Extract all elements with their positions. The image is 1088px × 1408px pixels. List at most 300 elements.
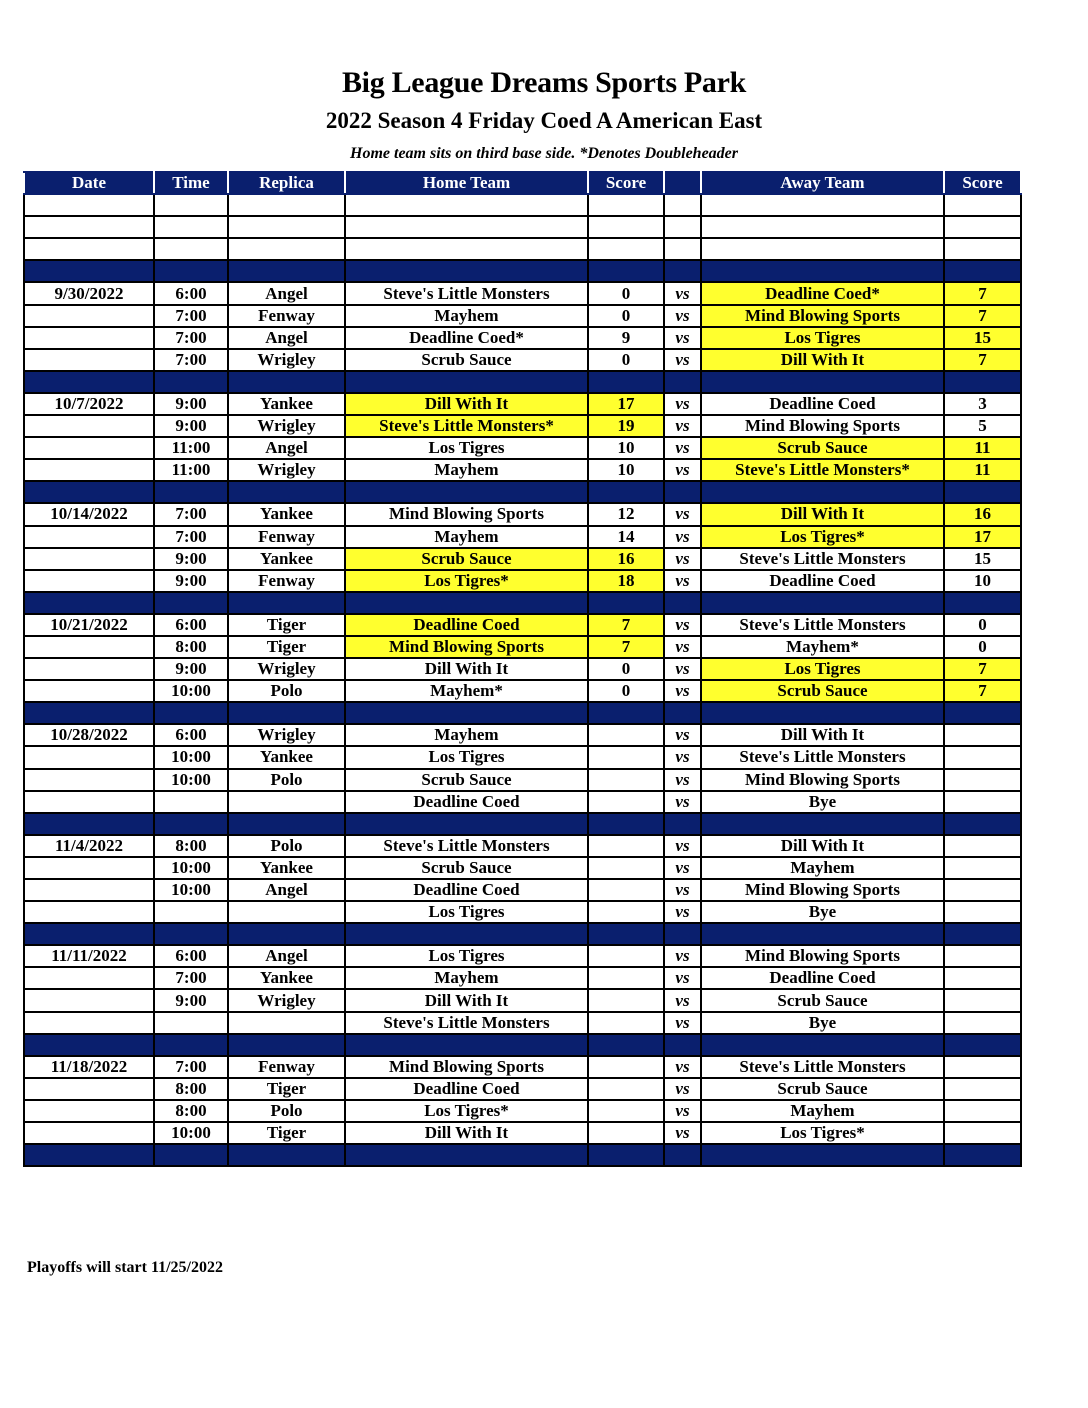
away-score (944, 238, 1021, 260)
away-score: 15 (944, 327, 1021, 349)
vs-label: vs (664, 282, 701, 304)
separator-cell (154, 260, 228, 282)
home-score (588, 1122, 664, 1144)
separator-cell (588, 1144, 664, 1166)
game-time: 7:00 (154, 305, 228, 327)
game-field: Wrigley (228, 415, 345, 437)
home-score: 7 (588, 636, 664, 658)
home-score: 0 (588, 282, 664, 304)
game-time: 8:00 (154, 835, 228, 857)
vs-label: vs (664, 459, 701, 481)
col-away-score-header: Score (944, 172, 1021, 194)
away-team: Deadline Coed (701, 967, 944, 989)
game-time: 11:00 (154, 437, 228, 459)
away-team: Deadline Coed* (701, 282, 944, 304)
vs-label: vs (664, 658, 701, 680)
separator-cell (664, 592, 701, 614)
game-row (24, 570, 1021, 592)
game-date (24, 194, 154, 216)
separator-cell (664, 481, 701, 503)
separator-cell (944, 1034, 1021, 1056)
schedule-table (23, 171, 1022, 1167)
home-team: Mayhem (345, 459, 588, 481)
home-team: Dill With It (345, 989, 588, 1011)
separator-cell (345, 260, 588, 282)
home-team: Dill With It (345, 658, 588, 680)
home-team: Deadline Coed (345, 614, 588, 636)
game-row (24, 791, 1021, 813)
separator-cell (345, 1144, 588, 1166)
home-score (588, 769, 664, 791)
game-row (24, 1056, 1021, 1078)
separator-cell (24, 481, 154, 503)
game-time: 7:00 (154, 1056, 228, 1078)
game-field: Fenway (228, 1056, 345, 1078)
home-team: Dill With It (345, 1122, 588, 1144)
away-team: Los Tigres* (701, 526, 944, 548)
home-score: 0 (588, 349, 664, 371)
game-row (24, 349, 1021, 371)
week-separator-row (24, 702, 1021, 724)
away-score: 10 (944, 570, 1021, 592)
vs-label (664, 194, 701, 216)
separator-cell (345, 481, 588, 503)
separator-cell (24, 813, 154, 835)
game-row (24, 238, 1021, 260)
away-team: Los Tigres (701, 658, 944, 680)
game-date: 11/11/2022 (24, 945, 154, 967)
separator-cell (588, 702, 664, 724)
separator-cell (664, 702, 701, 724)
away-team: Scrub Sauce (701, 437, 944, 459)
game-time (154, 238, 228, 260)
away-team: Deadline Coed (701, 393, 944, 415)
home-score (588, 857, 664, 879)
vs-label: vs (664, 393, 701, 415)
away-score (944, 216, 1021, 238)
away-team: Steve's Little Monsters (701, 746, 944, 768)
game-row (24, 724, 1021, 746)
game-field: Yankee (228, 393, 345, 415)
vs-label (664, 238, 701, 260)
away-team: Dill With It (701, 835, 944, 857)
home-score (588, 835, 664, 857)
game-date (24, 238, 154, 260)
away-score: 7 (944, 658, 1021, 680)
home-score: 16 (588, 548, 664, 570)
away-team: Dill With It (701, 724, 944, 746)
separator-cell (228, 923, 345, 945)
away-score: 15 (944, 548, 1021, 570)
separator-cell (228, 702, 345, 724)
game-row (24, 769, 1021, 791)
away-team: Mayhem* (701, 636, 944, 658)
page-title: Big League Dreams Sports Park (341, 66, 747, 99)
game-row (24, 216, 1021, 238)
game-date (24, 680, 154, 702)
game-field (228, 216, 345, 238)
playoffs-note: Playoffs will start 11/25/2022 (27, 1259, 223, 1276)
game-field: Tiger (228, 614, 345, 636)
game-date (24, 857, 154, 879)
home-score (588, 216, 664, 238)
game-row (24, 1100, 1021, 1122)
vs-label: vs (664, 349, 701, 371)
game-time: 7:00 (154, 503, 228, 525)
separator-cell (701, 813, 944, 835)
game-time: 9:00 (154, 393, 228, 415)
home-team: Steve's Little Monsters (345, 282, 588, 304)
game-time (154, 791, 228, 813)
away-score: 7 (944, 680, 1021, 702)
home-score (588, 194, 664, 216)
separator-cell (701, 923, 944, 945)
game-row (24, 989, 1021, 1011)
home-team (345, 238, 588, 260)
home-team: Scrub Sauce (345, 769, 588, 791)
game-row (24, 548, 1021, 570)
game-time: 7:00 (154, 349, 228, 371)
vs-label: vs (664, 1012, 701, 1034)
away-score (944, 945, 1021, 967)
schedule-body (24, 194, 1021, 1166)
game-time: 7:00 (154, 967, 228, 989)
game-row (24, 945, 1021, 967)
home-score (588, 1056, 664, 1078)
game-row (24, 282, 1021, 304)
schedule-note: Home team sits on third base side. *Denotes Doubleheader (350, 145, 738, 162)
home-team: Deadline Coed (345, 879, 588, 901)
game-field: Polo (228, 835, 345, 857)
game-time: 10:00 (154, 1122, 228, 1144)
game-time (154, 1012, 228, 1034)
away-score: 16 (944, 503, 1021, 525)
game-time: 6:00 (154, 945, 228, 967)
vs-label: vs (664, 1100, 701, 1122)
away-score: 7 (944, 282, 1021, 304)
separator-cell (701, 260, 944, 282)
away-team: Bye (701, 1012, 944, 1034)
separator-cell (944, 702, 1021, 724)
home-score: 19 (588, 415, 664, 437)
game-field: Polo (228, 769, 345, 791)
header-row (24, 172, 1021, 194)
game-row (24, 526, 1021, 548)
home-team: Scrub Sauce (345, 349, 588, 371)
separator-cell (228, 260, 345, 282)
vs-label: vs (664, 327, 701, 349)
vs-label: vs (664, 879, 701, 901)
separator-cell (701, 1144, 944, 1166)
separator-cell (154, 702, 228, 724)
game-date: 10/28/2022 (24, 724, 154, 746)
home-team (345, 216, 588, 238)
game-date: 10/14/2022 (24, 503, 154, 525)
away-score (944, 746, 1021, 768)
separator-cell (664, 371, 701, 393)
separator-cell (154, 1144, 228, 1166)
game-field: Fenway (228, 526, 345, 548)
game-date (24, 769, 154, 791)
home-team: Deadline Coed* (345, 327, 588, 349)
home-score: 17 (588, 393, 664, 415)
home-score (588, 967, 664, 989)
away-score: 11 (944, 459, 1021, 481)
home-team: Scrub Sauce (345, 548, 588, 570)
vs-label: vs (664, 503, 701, 525)
away-team: Steve's Little Monsters (701, 614, 944, 636)
game-field: Angel (228, 945, 345, 967)
away-score: 0 (944, 636, 1021, 658)
separator-cell (154, 923, 228, 945)
game-row (24, 614, 1021, 636)
separator-cell (24, 371, 154, 393)
away-team: Mind Blowing Sports (701, 945, 944, 967)
game-row (24, 835, 1021, 857)
game-time: 8:00 (154, 1100, 228, 1122)
game-date: 11/4/2022 (24, 835, 154, 857)
away-score: 17 (944, 526, 1021, 548)
game-date (24, 1122, 154, 1144)
col-vs-header (664, 172, 701, 194)
separator-cell (154, 481, 228, 503)
away-score (944, 1012, 1021, 1034)
col-home-team-header: Home Team (345, 172, 588, 194)
away-score (944, 724, 1021, 746)
away-score (944, 1100, 1021, 1122)
game-field (228, 791, 345, 813)
game-date (24, 437, 154, 459)
vs-label: vs (664, 305, 701, 327)
away-team: Deadline Coed (701, 570, 944, 592)
separator-cell (345, 371, 588, 393)
home-team: Mayhem (345, 305, 588, 327)
separator-cell (664, 1034, 701, 1056)
separator-cell (24, 702, 154, 724)
game-date (24, 791, 154, 813)
home-score (588, 791, 664, 813)
game-field (228, 238, 345, 260)
separator-cell (345, 592, 588, 614)
away-team: Mind Blowing Sports (701, 305, 944, 327)
game-time: 8:00 (154, 636, 228, 658)
home-team: Los Tigres (345, 945, 588, 967)
game-date (24, 570, 154, 592)
game-date (24, 1012, 154, 1034)
game-time: 6:00 (154, 614, 228, 636)
vs-label: vs (664, 901, 701, 923)
game-time: 10:00 (154, 680, 228, 702)
home-team: Los Tigres* (345, 1100, 588, 1122)
vs-label: vs (664, 1056, 701, 1078)
separator-cell (24, 923, 154, 945)
vs-label (664, 216, 701, 238)
week-separator-row (24, 481, 1021, 503)
vs-label: vs (664, 570, 701, 592)
separator-cell (228, 813, 345, 835)
away-team: Los Tigres* (701, 1122, 944, 1144)
week-separator-row (24, 592, 1021, 614)
separator-cell (588, 923, 664, 945)
game-field: Polo (228, 680, 345, 702)
away-team: Dill With It (701, 503, 944, 525)
away-team: Mayhem (701, 1100, 944, 1122)
away-score (944, 769, 1021, 791)
game-time: 10:00 (154, 879, 228, 901)
week-separator-row (24, 371, 1021, 393)
game-time: 9:00 (154, 570, 228, 592)
game-row (24, 746, 1021, 768)
separator-cell (944, 813, 1021, 835)
home-score (588, 746, 664, 768)
vs-label: vs (664, 835, 701, 857)
home-score: 14 (588, 526, 664, 548)
separator-cell (701, 481, 944, 503)
home-team: Los Tigres (345, 901, 588, 923)
game-row (24, 1012, 1021, 1034)
home-score: 7 (588, 614, 664, 636)
separator-cell (701, 702, 944, 724)
home-team: Los Tigres (345, 746, 588, 768)
separator-cell (701, 371, 944, 393)
away-team: Scrub Sauce (701, 989, 944, 1011)
away-score (944, 1056, 1021, 1078)
vs-label: vs (664, 989, 701, 1011)
home-team: Mayhem (345, 967, 588, 989)
separator-cell (664, 260, 701, 282)
home-team: Steve's Little Monsters (345, 1012, 588, 1034)
away-score: 0 (944, 614, 1021, 636)
separator-cell (588, 481, 664, 503)
away-team: Scrub Sauce (701, 680, 944, 702)
separator-cell (228, 1144, 345, 1166)
separator-cell (228, 481, 345, 503)
game-field: Yankee (228, 746, 345, 768)
game-time: 9:00 (154, 415, 228, 437)
game-date: 9/30/2022 (24, 282, 154, 304)
game-time: 6:00 (154, 724, 228, 746)
away-team: Mind Blowing Sports (701, 415, 944, 437)
separator-cell (944, 923, 1021, 945)
game-field: Fenway (228, 570, 345, 592)
game-time (154, 901, 228, 923)
home-score: 0 (588, 658, 664, 680)
page-subtitle: 2022 Season 4 Friday Coed A American East (325, 108, 763, 133)
home-score: 9 (588, 327, 664, 349)
col-home-score-header: Score (588, 172, 664, 194)
game-field (228, 1012, 345, 1034)
away-score (944, 857, 1021, 879)
separator-cell (588, 813, 664, 835)
home-score: 18 (588, 570, 664, 592)
away-score: 5 (944, 415, 1021, 437)
game-field: Yankee (228, 548, 345, 570)
home-score (588, 1100, 664, 1122)
away-team: Bye (701, 791, 944, 813)
away-score: 3 (944, 393, 1021, 415)
game-field: Wrigley (228, 989, 345, 1011)
away-team: Dill With It (701, 349, 944, 371)
home-team: Los Tigres* (345, 570, 588, 592)
home-team: Mind Blowing Sports (345, 1056, 588, 1078)
vs-label: vs (664, 437, 701, 459)
home-team: Mayhem (345, 526, 588, 548)
game-row (24, 194, 1021, 216)
game-row (24, 857, 1021, 879)
away-score (944, 901, 1021, 923)
game-field: Angel (228, 282, 345, 304)
col-away-team-header: Away Team (701, 172, 944, 194)
home-score (588, 1078, 664, 1100)
separator-cell (944, 371, 1021, 393)
vs-label: vs (664, 967, 701, 989)
game-field: Fenway (228, 305, 345, 327)
separator-cell (664, 813, 701, 835)
game-row (24, 658, 1021, 680)
game-time: 8:00 (154, 1078, 228, 1100)
game-row (24, 437, 1021, 459)
game-field: Wrigley (228, 724, 345, 746)
home-score: 0 (588, 680, 664, 702)
game-row (24, 879, 1021, 901)
away-team (701, 194, 944, 216)
vs-label: vs (664, 680, 701, 702)
home-team: Mind Blowing Sports (345, 636, 588, 658)
game-date (24, 526, 154, 548)
away-team (701, 216, 944, 238)
game-row (24, 680, 1021, 702)
vs-label: vs (664, 614, 701, 636)
home-team: Mayhem* (345, 680, 588, 702)
separator-cell (701, 1034, 944, 1056)
vs-label: vs (664, 724, 701, 746)
vs-label: vs (664, 636, 701, 658)
game-time: 9:00 (154, 548, 228, 570)
away-team: Steve's Little Monsters (701, 548, 944, 570)
game-date (24, 879, 154, 901)
home-team: Deadline Coed (345, 1078, 588, 1100)
away-team: Mind Blowing Sports (701, 879, 944, 901)
game-field (228, 901, 345, 923)
vs-label: vs (664, 945, 701, 967)
game-date (24, 901, 154, 923)
separator-cell (588, 260, 664, 282)
vs-label: vs (664, 1078, 701, 1100)
game-field: Polo (228, 1100, 345, 1122)
home-score: 12 (588, 503, 664, 525)
away-team: Los Tigres (701, 327, 944, 349)
home-score (588, 238, 664, 260)
home-team: Steve's Little Monsters* (345, 415, 588, 437)
vs-label: vs (664, 857, 701, 879)
away-score: 7 (944, 305, 1021, 327)
game-field: Tiger (228, 1078, 345, 1100)
away-score (944, 1078, 1021, 1100)
game-date (24, 548, 154, 570)
home-team: Dill With It (345, 393, 588, 415)
separator-cell (345, 702, 588, 724)
game-time: 9:00 (154, 989, 228, 1011)
home-score (588, 724, 664, 746)
col-date-header: Date (24, 172, 154, 194)
game-field: Wrigley (228, 349, 345, 371)
vs-label: vs (664, 791, 701, 813)
week-separator-row (24, 813, 1021, 835)
game-time: 7:00 (154, 327, 228, 349)
game-date: 10/21/2022 (24, 614, 154, 636)
week-separator-row (24, 260, 1021, 282)
game-date (24, 415, 154, 437)
